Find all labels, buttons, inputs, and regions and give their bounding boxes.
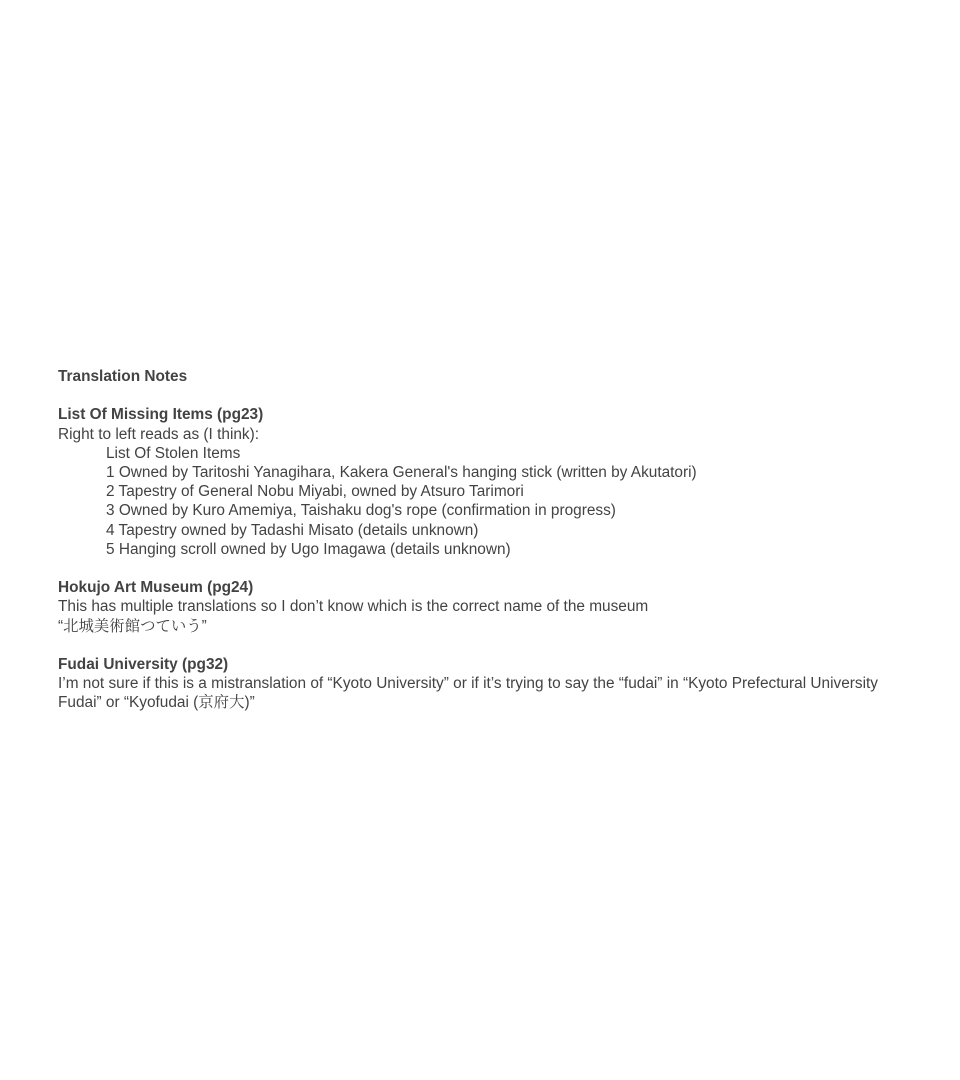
- fudai-heading: Fudai University (pg32): [58, 656, 229, 673]
- stolen-item-3: 3 Owned by Kuro Amemiya, Taishaku dog's rope (confirmation in progress): [106, 502, 616, 520]
- fudai-body: I’m not sure if this is a mistranslation of “Kyoto University” or if it’s trying to say the “fudai” in “Kyoto Prefectural University Fudai” or “Kyofudai (京府大)”: [58, 675, 878, 712]
- stolen-item-5: 5 Hanging scroll owned by Ugo Imagawa (details unknown): [106, 540, 511, 558]
- hokujo-body: This has multiple translations so I don’t know which is the correct name of the museum: [58, 598, 649, 616]
- stolen-item-4: 4 Tapestry owned by Tadashi Misato (details unknown): [106, 521, 479, 539]
- stolen-items-list-title: List Of Stolen Items: [106, 444, 241, 462]
- spacer: [58, 386, 918, 405]
- hokujo-japanese-text: “北城美術館つていう”: [58, 617, 207, 635]
- stolen-item-2: 2 Tapestry of General Nobu Miyabi, owned by Atsuro Tarimori: [106, 483, 524, 501]
- stolen-item-1: 1 Owned by Taritoshi Yanagihara, Kakera General's hanging stick (written by Akutatori): [106, 464, 697, 481]
- spacer: [58, 636, 918, 655]
- document-page: [58, 367, 918, 713]
- document-title: Translation Notes: [58, 368, 188, 385]
- hokujo-heading: Hokujo Art Museum (pg24): [58, 579, 254, 597]
- missing-items-intro: Right to left reads as (I think):: [58, 425, 260, 443]
- missing-items-heading: List Of Missing Items (pg23): [58, 406, 264, 424]
- spacer: [58, 559, 918, 578]
